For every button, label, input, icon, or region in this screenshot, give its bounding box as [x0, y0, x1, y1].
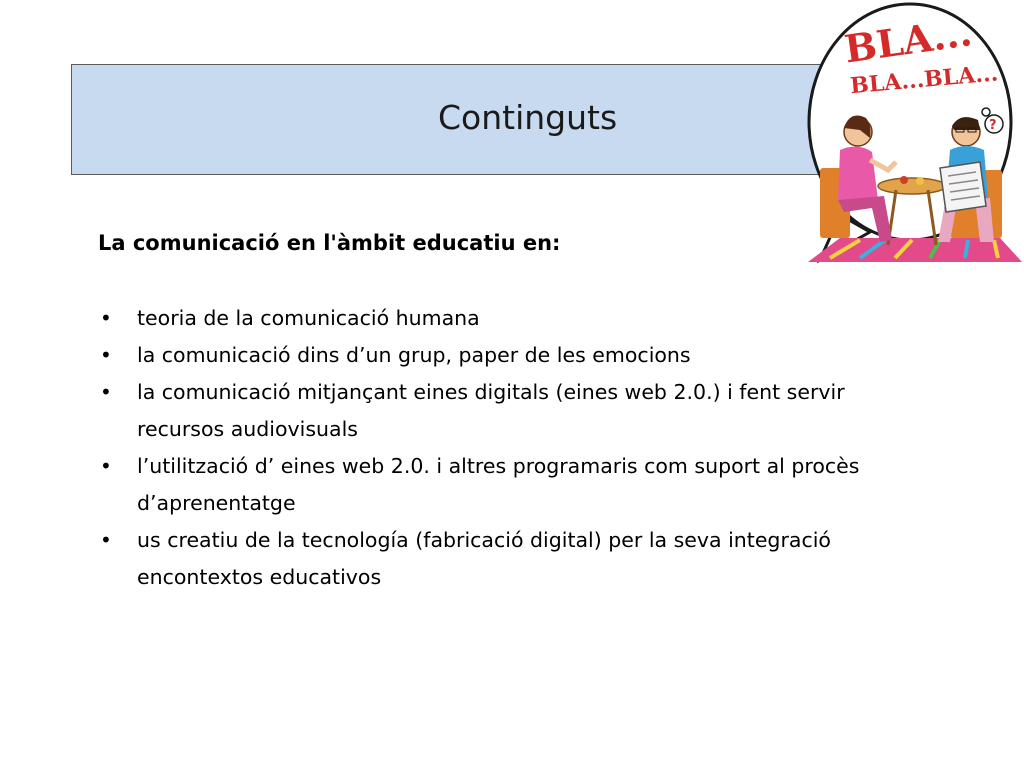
bullet-icon: • [100, 306, 112, 330]
list-item: • la comunicació dins d’un grup, paper de les emocions [98, 337, 937, 374]
bla-text-1: BLA... [841, 9, 975, 72]
bullet-list [98, 300, 948, 596]
woman-body [838, 146, 878, 200]
list-item: • us creatiu de la tecnología (fabricació digital) per la seva integració encontextos educativos [98, 522, 937, 596]
slide-title: Continguts [438, 98, 618, 137]
list-item: • la comunicació mitjançant eines digitals (eines web 2.0.) i fent servir recursos audiovisuals [98, 374, 937, 448]
newspaper [940, 162, 986, 212]
list-item: • l’utilització d’ eines web 2.0. i altres programaris com suport al procès d’aprenentatge [98, 448, 937, 522]
svg-text:?: ? [989, 118, 997, 133]
bullet-icon: • [100, 380, 112, 404]
bullet-icon: • [100, 454, 112, 478]
table-top [878, 178, 946, 194]
bullet-icon: • [100, 343, 112, 367]
bla-text-2: BLA...BLA... [849, 60, 1000, 100]
list-item: • teoria de la comunicació humana [98, 300, 937, 337]
content-area [98, 224, 948, 596]
section-heading: La comunicació en l'àmbit educatiu en: [98, 231, 561, 255]
bullet-icon: • [100, 528, 112, 552]
